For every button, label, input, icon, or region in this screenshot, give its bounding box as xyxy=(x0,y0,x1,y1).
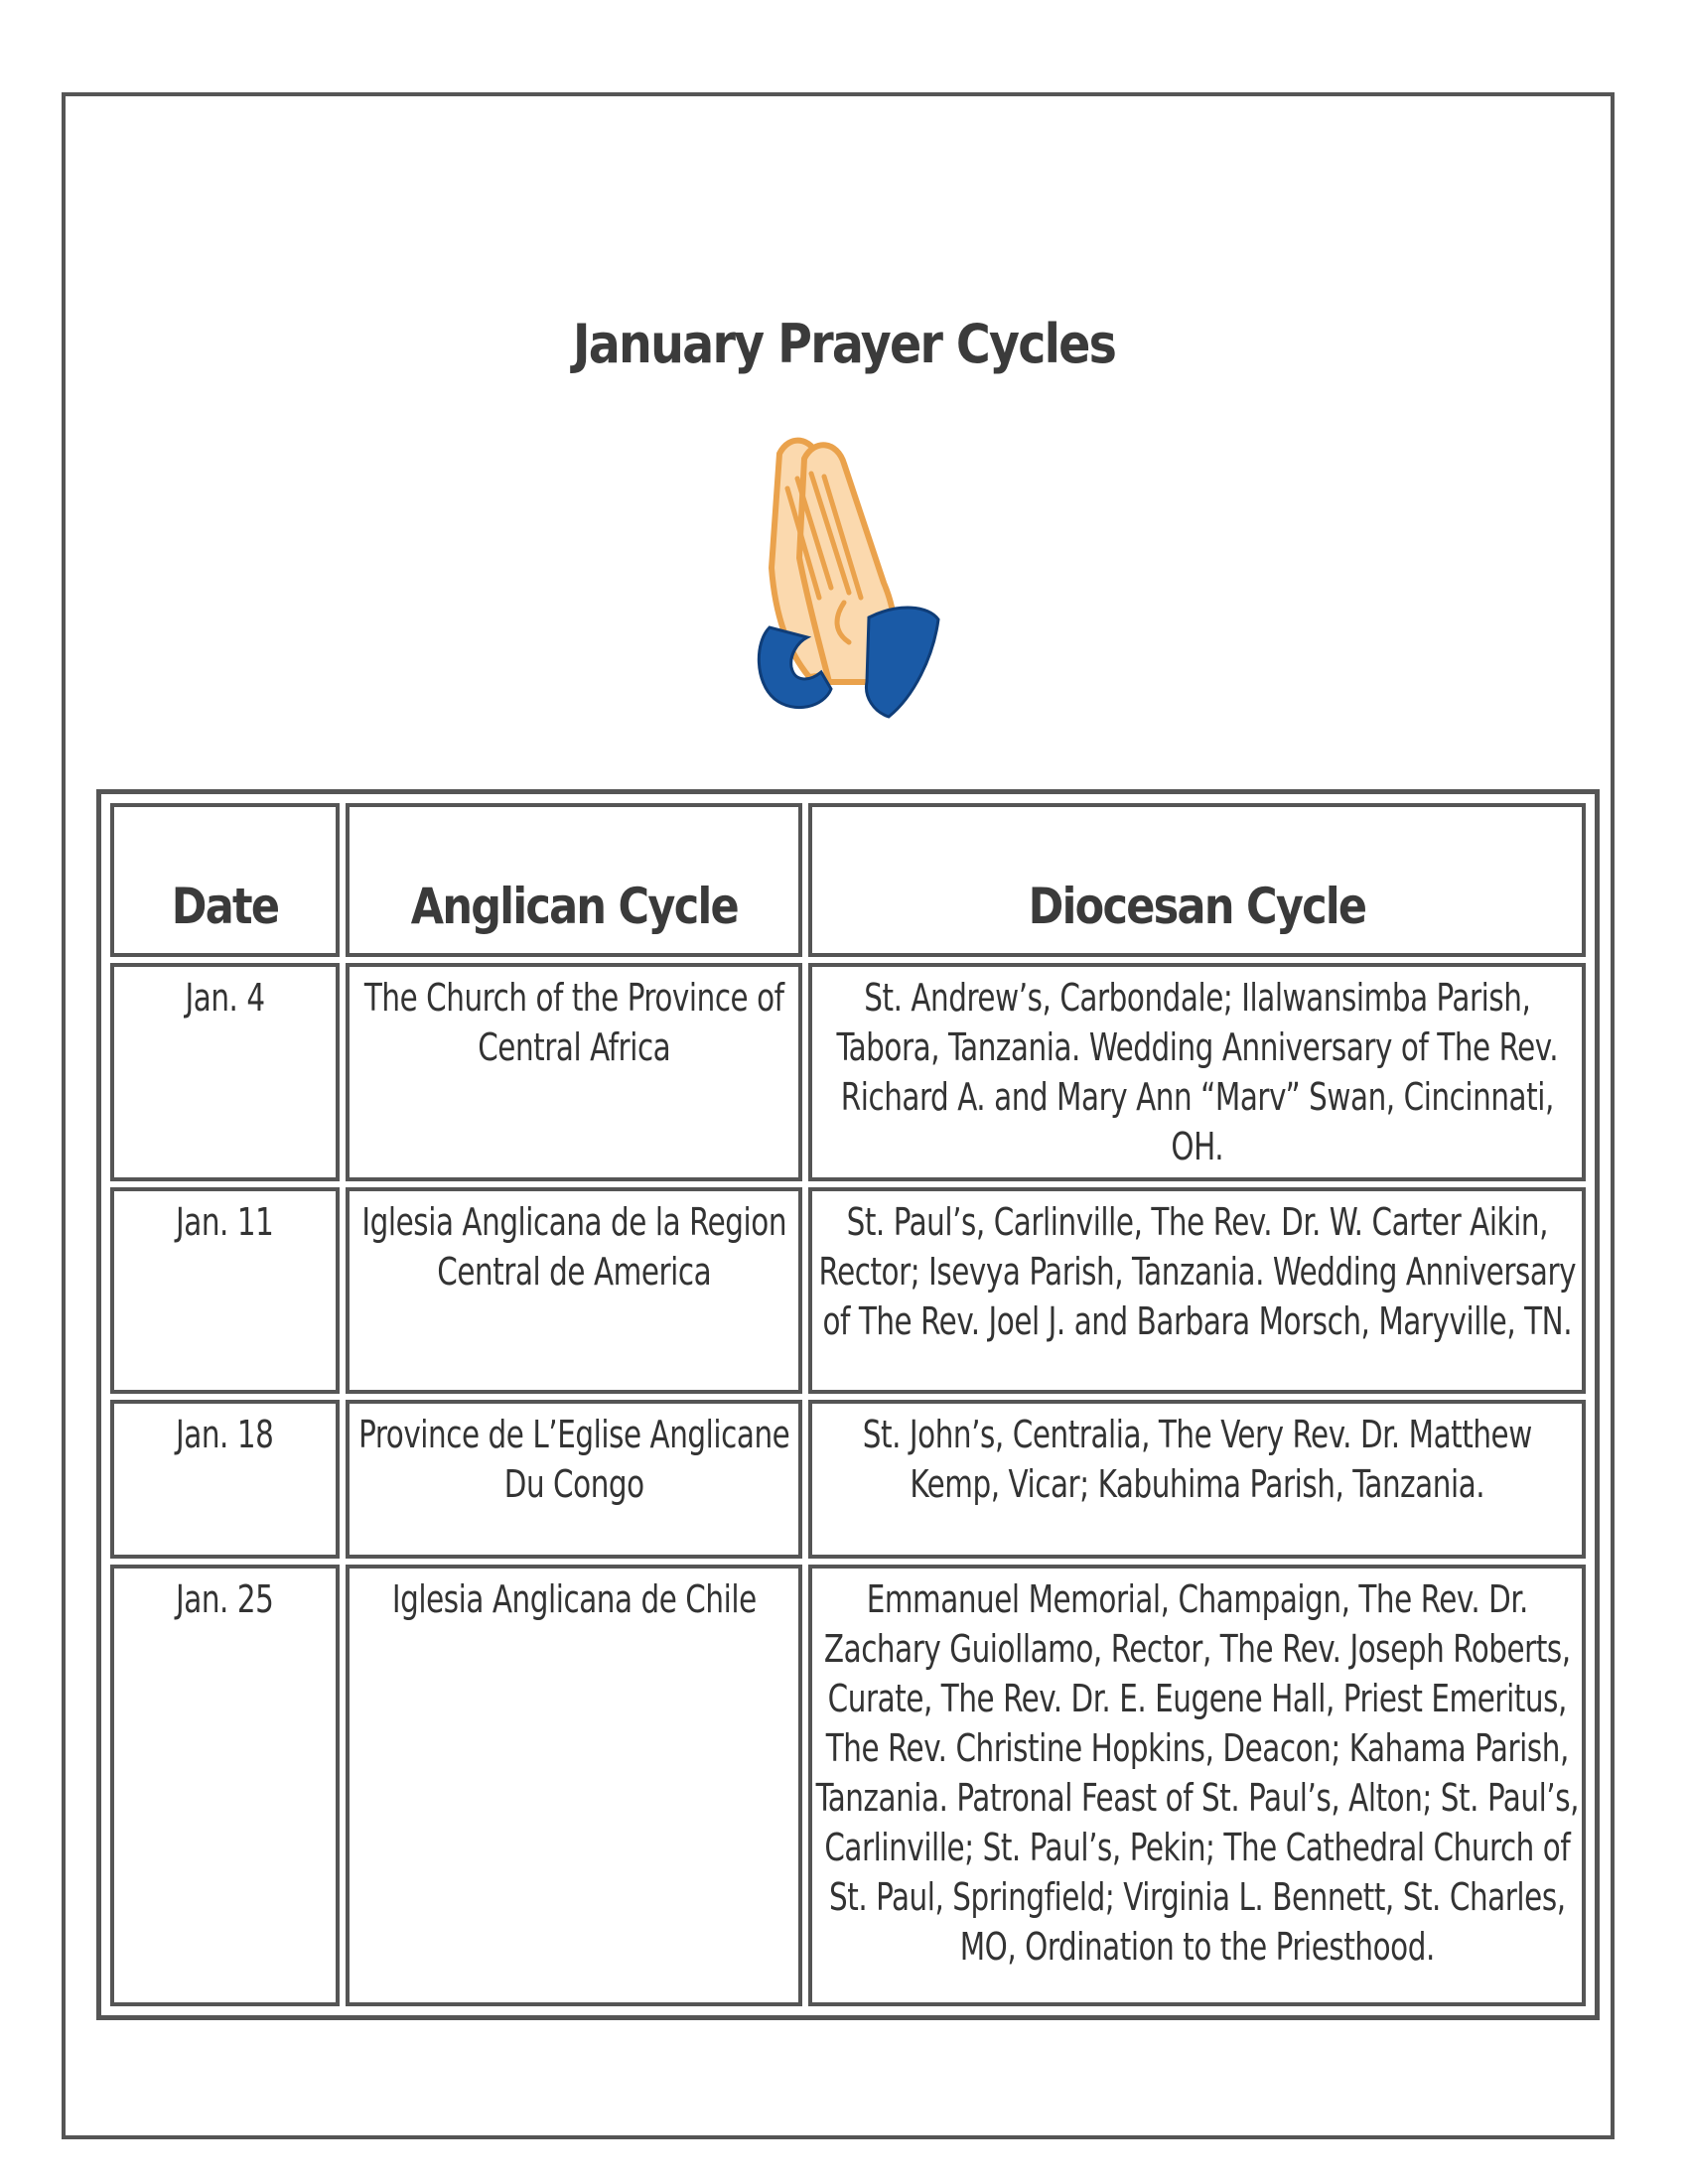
table-row xyxy=(110,963,1586,1181)
header-date: Date xyxy=(110,803,340,957)
diocesan-cell: St. John’s, Centralia, The Very Rev. Dr. Matthew Kemp, Vicar; Kabuhima Parish, Tanzania. xyxy=(808,1400,1586,1559)
table-header-row xyxy=(110,803,1586,957)
date-cell: Jan. 18 xyxy=(110,1400,340,1559)
page-title: January Prayer Cycles xyxy=(572,313,1116,375)
anglican-cell: Iglesia Anglicana de Chile xyxy=(346,1565,802,2006)
date-cell: Jan. 11 xyxy=(110,1187,340,1394)
anglican-cell: Province de L’Eglise Anglicane Du Congo xyxy=(346,1400,802,1559)
table-row xyxy=(110,1400,1586,1559)
diocesan-cell: Emmanuel Memorial, Champaign, The Rev. Dr. Zachary Guiollamo, Rector, The Rev. Joseph Roberts, Curate, The Rev. Dr. E. Eugene Hall, Priest Emeritus, The Rev. Christine Hopkins, Deacon; Kahama Parish, Tanzania. Patronal Feast of St. Paul’s, Alton; St. Paul’s, Carlinville; St. Paul’s, Pekin; The Cathedral Church of St. Paul, Springfield; Virginia L. Bennett, St. Charles, MO, Ordination to the Priesthood. xyxy=(808,1565,1586,2006)
date-cell: Jan. 25 xyxy=(110,1565,340,2006)
diocesan-cell: St. Paul’s, Carlinville, The Rev. Dr. W. Carter Aikin, Rector; Isevya Parish, Tanzania. Wedding Anniversary of The Rev. Joel J. and Barbara Morsch, Maryville, TN. xyxy=(808,1187,1586,1394)
anglican-cell: Iglesia Anglicana de la Region Central de America xyxy=(346,1187,802,1394)
praying-hands-icon xyxy=(750,429,948,722)
prayer-cycle-table xyxy=(96,789,1600,2020)
date-cell: Jan. 4 xyxy=(110,963,340,1181)
anglican-cell: The Church of the Province of Central Africa xyxy=(346,963,802,1181)
table-row xyxy=(110,1187,1586,1394)
table-row xyxy=(110,1565,1586,2006)
header-diocesan-cycle: Diocesan Cycle xyxy=(808,803,1586,957)
header-anglican-cycle: Anglican Cycle xyxy=(346,803,802,957)
diocesan-cell: St. Andrew’s, Carbondale; Ilalwansimba Parish, Tabora, Tanzania. Wedding Anniversary of The Rev. Richard A. and Mary Ann “Marv” Swan, Cincinnati, OH. xyxy=(808,963,1586,1181)
